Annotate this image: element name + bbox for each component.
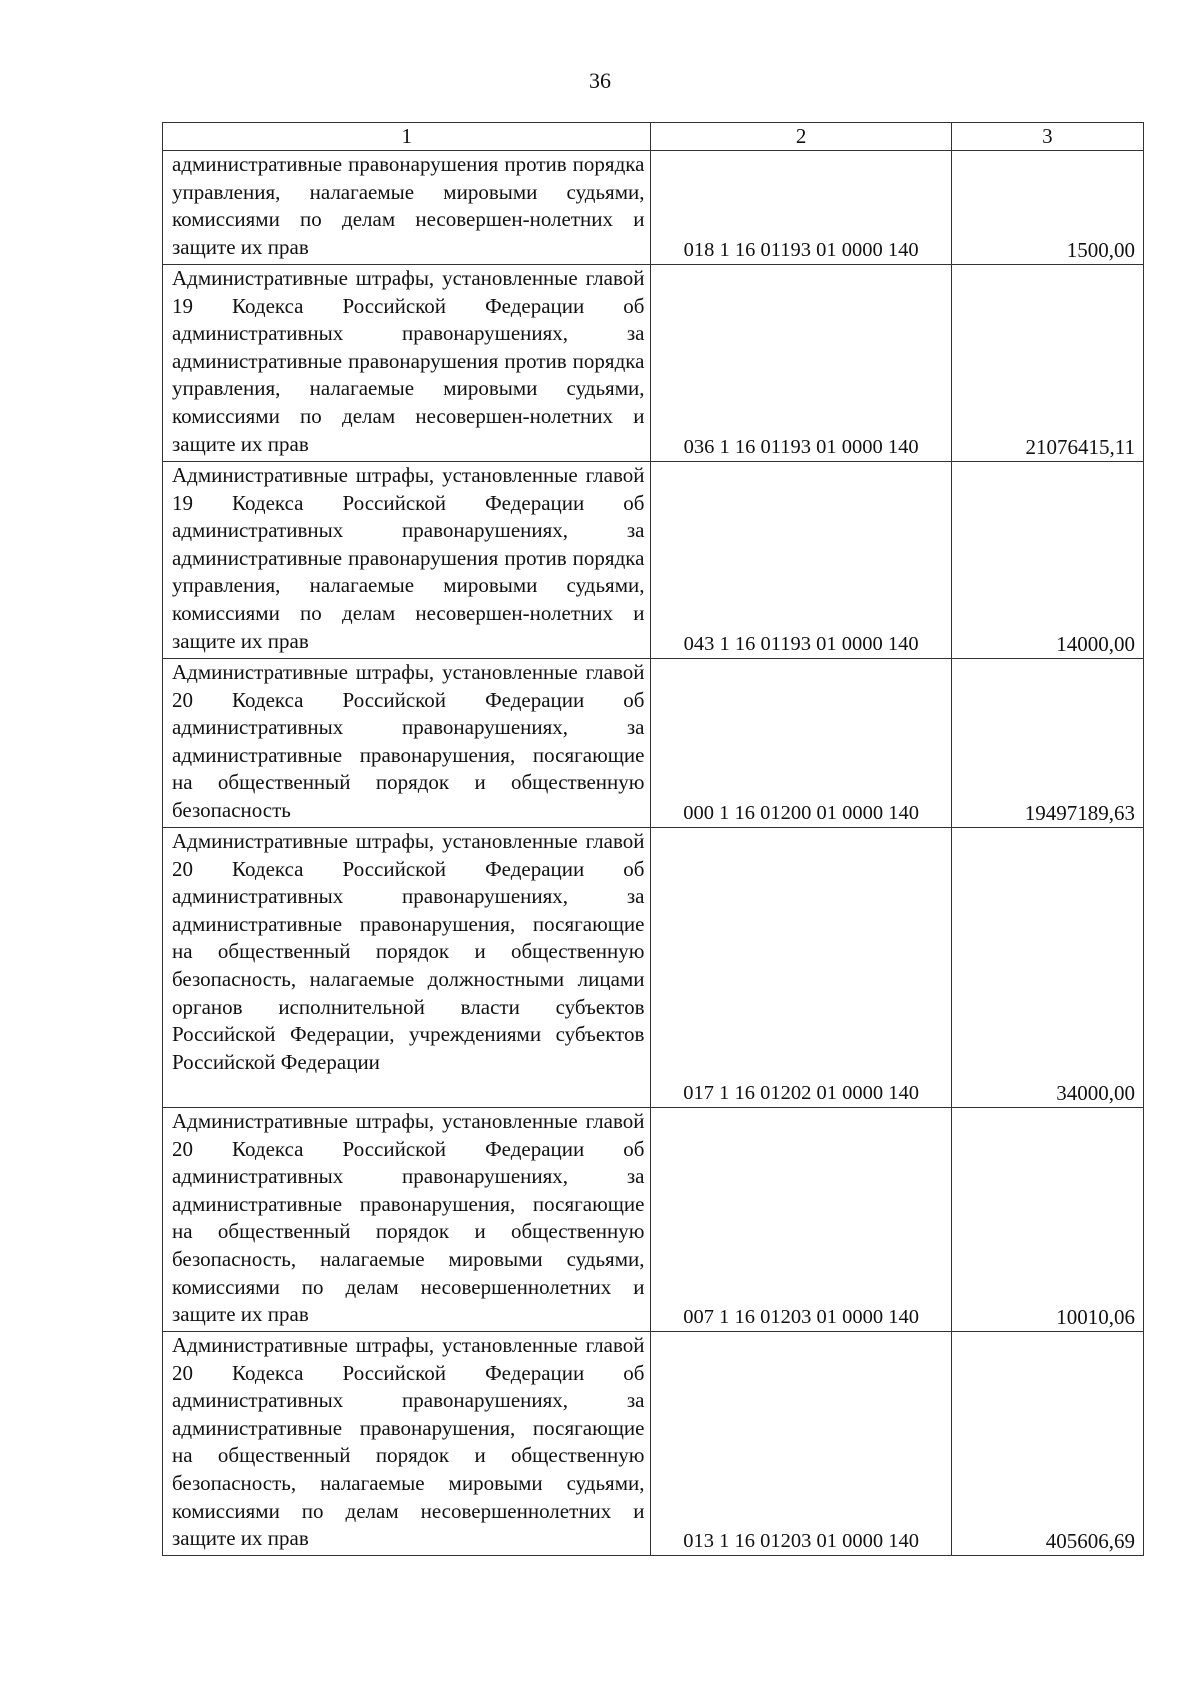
row-description: Административные штрафы, установленные главой 20 Кодекса Российской Федерации об административных правонарушениях, за административные правонарушения, посягающие на общественный порядок и общественную безопасность, налагаемые должностными лицами органов исполнительной власти субъектов Российской Федерации, учреждениями субъектов Российской Федерации bbox=[163, 828, 651, 1108]
column-header-amount: 3 bbox=[951, 123, 1143, 151]
table-row bbox=[163, 151, 1144, 265]
revenue-table bbox=[162, 122, 1144, 1556]
row-amount: 14000,00 bbox=[951, 462, 1143, 659]
row-description: административные правонарушения против порядка управления, налагаемые мировыми судьями, комиссиями по делам несовершен-нолетних и защите их прав bbox=[163, 151, 651, 265]
table-row bbox=[163, 462, 1144, 659]
row-amount: 1500,00 bbox=[951, 151, 1143, 265]
row-classification-code: 017 1 16 01202 01 0000 140 bbox=[651, 828, 951, 1108]
row-amount: 34000,00 bbox=[951, 828, 1143, 1108]
row-description: Административные штрафы, установленные главой 20 Кодекса Российской Федерации об административных правонарушениях, за административные правонарушения, посягающие на общественный порядок и общественную безопасность, налагаемые мировыми судьями, комиссиями по делам несовершеннолетних и защите их прав bbox=[163, 1332, 651, 1556]
table-row bbox=[163, 1108, 1144, 1332]
table-row bbox=[163, 265, 1144, 462]
row-amount: 21076415,11 bbox=[951, 265, 1143, 462]
row-classification-code: 007 1 16 01203 01 0000 140 bbox=[651, 1108, 951, 1332]
column-header-code: 2 bbox=[651, 123, 951, 151]
row-classification-code: 018 1 16 01193 01 0000 140 bbox=[651, 151, 951, 265]
table-row bbox=[163, 828, 1144, 1108]
column-header-description: 1 bbox=[163, 123, 651, 151]
row-amount: 10010,06 bbox=[951, 1108, 1143, 1332]
row-amount: 405606,69 bbox=[951, 1332, 1143, 1556]
row-classification-code: 036 1 16 01193 01 0000 140 bbox=[651, 265, 951, 462]
row-classification-code: 013 1 16 01203 01 0000 140 bbox=[651, 1332, 951, 1556]
row-description: Административные штрафы, установленные главой 19 Кодекса Российской Федерации об административных правонарушениях, за административные правонарушения против порядка управления, налагаемые мировыми судьями, комиссиями по делам несовершен-нолетних и защите их прав bbox=[163, 462, 651, 659]
row-classification-code: 000 1 16 01200 01 0000 140 bbox=[651, 659, 951, 828]
table-row bbox=[163, 659, 1144, 828]
row-classification-code: 043 1 16 01193 01 0000 140 bbox=[651, 462, 951, 659]
table-header-row bbox=[163, 123, 1144, 151]
row-description: Административные штрафы, установленные главой 19 Кодекса Российской Федерации об административных правонарушениях, за административные правонарушения против порядка управления, налагаемые мировыми судьями, комиссиями по делам несовершен-нолетних и защите их прав bbox=[163, 265, 651, 462]
row-amount: 19497189,63 bbox=[951, 659, 1143, 828]
table-row bbox=[163, 1332, 1144, 1556]
row-description: Административные штрафы, установленные главой 20 Кодекса Российской Федерации об административных правонарушениях, за административные правонарушения, посягающие на общественный порядок и общественную безопасность, налагаемые мировыми судьями, комиссиями по делам несовершеннолетних и защите их прав bbox=[163, 1108, 651, 1332]
row-description: Административные штрафы, установленные главой 20 Кодекса Российской Федерации об административных правонарушениях, за административные правонарушения, посягающие на общественный порядок и общественную безопасность bbox=[163, 659, 651, 828]
page-number: 36 bbox=[589, 68, 611, 93]
